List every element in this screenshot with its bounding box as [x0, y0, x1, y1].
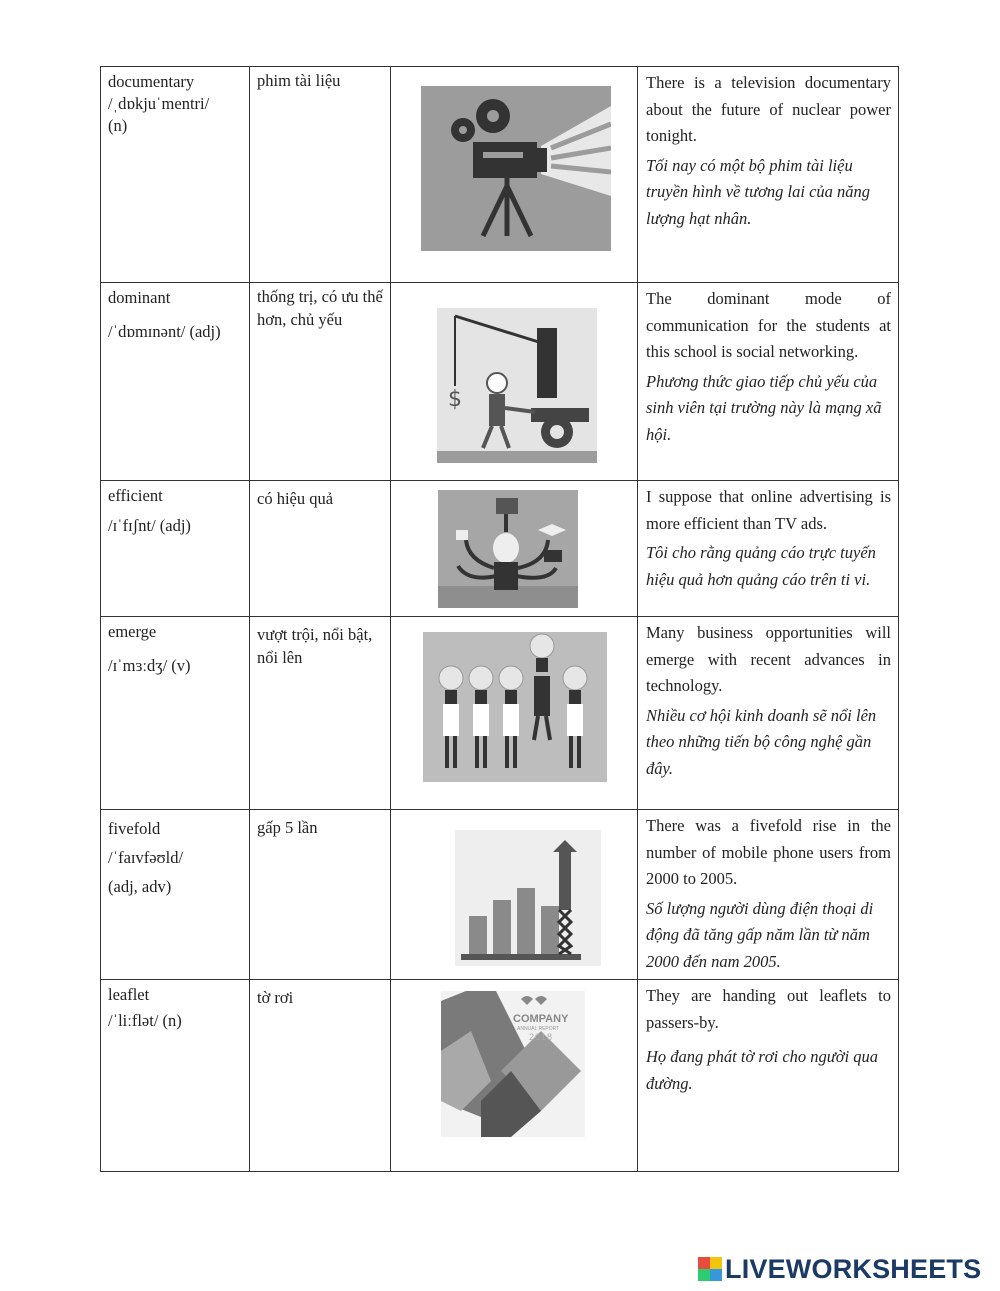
- word: leaflet: [108, 985, 150, 1004]
- example-vietnamese: Số lượng người dùng điện thoại di động đã tăng gấp năm lần từ năm 2000 đến nam 2005.: [646, 898, 874, 971]
- svg-text:$: $: [448, 387, 462, 412]
- word-cell: [101, 481, 250, 617]
- brand-name: LIVEWORKSHEETS: [725, 1253, 982, 1284]
- pronunciation: /ˈdɒmɪnənt/ (adj): [108, 322, 221, 341]
- word: documentary: [108, 72, 195, 91]
- word-cell: [101, 283, 250, 481]
- meaning: gấp 5 lần: [257, 818, 318, 837]
- image-cell: [391, 283, 638, 481]
- boss-dangling-money-icon: [437, 308, 597, 463]
- image-cell: [391, 67, 638, 283]
- example-english: I suppose that online advertising is more efficient than TV ads.: [646, 487, 891, 533]
- film-camera-tripod-icon: [421, 86, 611, 251]
- pronunciation: /ˈliːflət/ (n): [108, 1011, 182, 1030]
- meaning-cell: [250, 980, 391, 1172]
- table-row: [101, 481, 899, 617]
- word: emerge: [108, 622, 157, 641]
- table-row: [101, 67, 899, 283]
- example-english: The dominant mode of communication for the students at this school is social networking.: [646, 289, 891, 361]
- example-vietnamese: Nhiều cơ hội kinh doanh sẽ nổi lên theo những tiến bộ công nghệ gần đây.: [646, 705, 877, 778]
- meaning: phim tài liệu: [257, 71, 341, 90]
- brochure-subtitle: ANNUAL REPORT: [517, 1026, 560, 1032]
- company-brochure-icon: [441, 991, 585, 1137]
- image-cell: [391, 617, 638, 810]
- table-row: [101, 980, 899, 1172]
- multitasking-person-icon: [438, 490, 578, 608]
- example-vietnamese: Tôi cho rằng quảng cáo trực tuyến hiệu quả hơn quảng cáo trên ti vi.: [646, 543, 876, 589]
- logo-square-icon: [710, 1257, 722, 1269]
- pronunciation: /ɪˈmɜːdʒ/ (v): [108, 656, 191, 675]
- meaning-cell: [250, 283, 391, 481]
- pronunciation: /ˈfaɪvfəʊld/: [108, 848, 184, 867]
- image-cell: [391, 481, 638, 617]
- example-cell: [638, 810, 899, 980]
- meaning-cell: [250, 67, 391, 283]
- meaning-cell: [250, 810, 391, 980]
- brochure-title: COMPANY: [513, 1013, 569, 1025]
- example-cell: [638, 980, 899, 1172]
- people-holding-lightbulbs-icon: [423, 632, 607, 782]
- word-cell: [101, 617, 250, 810]
- example-english: Many business opportunities will emerge with recent advances in technology.: [646, 623, 891, 695]
- example-english: There is a television documentary about the future of nuclear power tonight.: [646, 73, 891, 145]
- word: dominant: [108, 288, 171, 307]
- brochure-year: 2018: [529, 1032, 554, 1042]
- pronunciation: /ɪˈfɪʃnt/ (adj): [108, 516, 191, 535]
- word-cell: [101, 980, 250, 1172]
- meaning: có hiệu quả: [257, 489, 334, 508]
- pronunciation: /ˌdɒkjuˈmentri/: [108, 94, 210, 113]
- rising-bar-chart-icon: [455, 830, 601, 966]
- example-cell: [638, 617, 899, 810]
- example-cell: [638, 283, 899, 481]
- word: efficient: [108, 486, 163, 505]
- example-vietnamese: Tối nay có một bộ phim tài liệu truyền hình về tương lai của năng lượng hạt nhân.: [646, 155, 871, 228]
- meaning: tờ rơi: [257, 988, 294, 1007]
- liveworksheets-logo[interactable]: [698, 1253, 981, 1285]
- part-of-speech: (adj, adv): [108, 877, 172, 896]
- meaning-cell: [250, 481, 391, 617]
- example-vietnamese: Họ đang phát tờ rơi cho người qua đường.: [646, 1047, 879, 1093]
- liveworksheets-logo-icon: [698, 1257, 722, 1281]
- table-row: [101, 810, 899, 980]
- part-of-speech: (n): [108, 116, 128, 135]
- meaning: thống trị, có ưu thế hơn, chủ yếu: [257, 287, 383, 329]
- logo-square-icon: [698, 1257, 710, 1269]
- example-english: There was a fivefold rise in the number of mobile phone users from 2000 to 2005.: [646, 816, 891, 888]
- example-english: They are handing out leaflets to passers-by.: [646, 986, 891, 1032]
- example-vietnamese: Phương thức giao tiếp chủ yếu của sinh viên tại trường này là mạng xã hội.: [646, 371, 882, 444]
- meaning-cell: [250, 617, 391, 810]
- example-cell: [638, 67, 899, 283]
- table-row: [101, 617, 899, 810]
- logo-square-icon: [710, 1269, 722, 1281]
- example-cell: [638, 481, 899, 617]
- word-cell: [101, 67, 250, 283]
- table-row: [101, 283, 899, 481]
- meaning: vượt trội, nổi bật, nổi lên: [257, 625, 373, 667]
- image-cell: [391, 810, 638, 980]
- word: fivefold: [108, 819, 161, 838]
- image-cell: [391, 980, 638, 1172]
- vocabulary-table: [100, 66, 899, 1172]
- logo-square-icon: [698, 1269, 710, 1281]
- word-cell: [101, 810, 250, 980]
